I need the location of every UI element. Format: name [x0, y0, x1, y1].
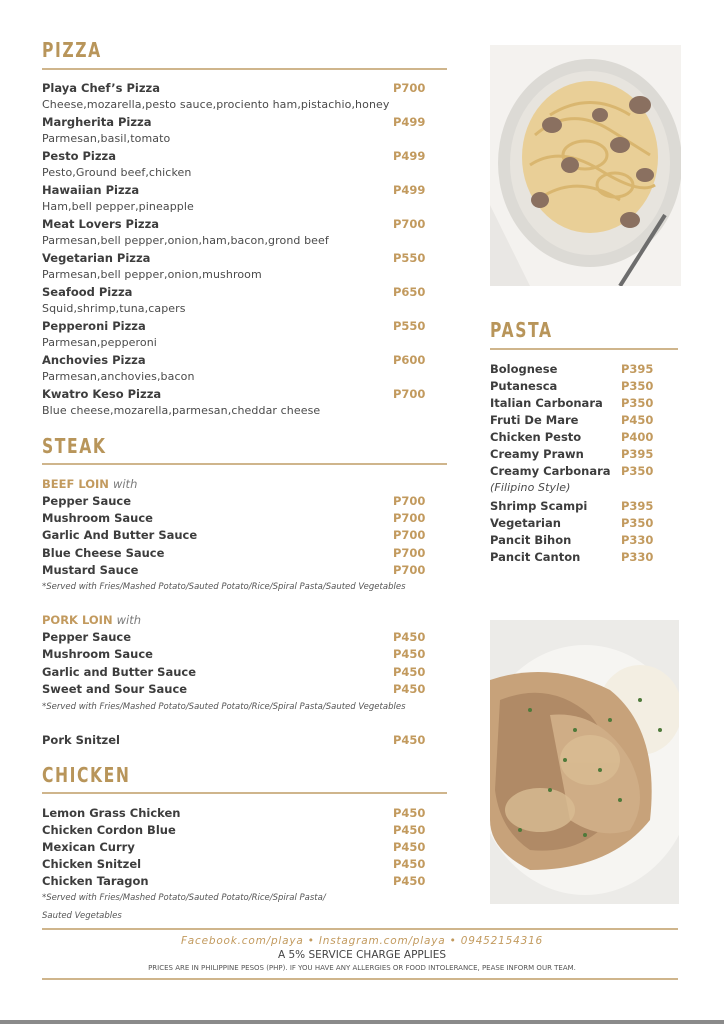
menu-item-name: Garlic and Butter Sauce [42, 665, 197, 679]
menu-item-name: Vegetarian [490, 516, 561, 530]
menu-item-price: P450 [393, 857, 426, 871]
menu-item-price: P450 [393, 682, 426, 696]
served-with-note: Sauted Vegetables [42, 911, 122, 921]
menu-item-name: Mushroom Sauce [42, 647, 153, 661]
menu-item-name: Putanesca [490, 379, 558, 393]
menu-item-name: Chicken Pesto [490, 430, 582, 444]
menu-item-name: Lemon Grass Chicken [42, 806, 181, 820]
menu-item-name: Pepper Sauce [42, 494, 132, 508]
menu-item-price: P450 [393, 874, 426, 888]
menu-item-name: Creamy Prawn [490, 447, 584, 461]
menu-item-price: P450 [393, 630, 426, 644]
divider [42, 463, 447, 465]
menu-item-price: P450 [393, 733, 426, 747]
menu-item-name: Pancit Canton [490, 550, 581, 564]
section-title-pizza: PIZZA [42, 38, 102, 62]
menu-item-price: P700 [393, 494, 426, 508]
menu-item-name: Pepperoni Pizza [42, 319, 146, 333]
menu-item-name: Pepper Sauce [42, 630, 132, 644]
menu-item-desc: Parmesan,basil,tomato [42, 132, 171, 145]
menu-item-price: P700 [393, 528, 426, 542]
menu-item-price: P350 [621, 516, 654, 530]
subheading-suffix: with [116, 613, 141, 627]
menu-item-price: P450 [393, 647, 426, 661]
menu-item-name: Pork Snitzel [42, 733, 120, 747]
menu-item-price: P450 [393, 806, 426, 820]
menu-item-name: Blue Cheese Sauce [42, 546, 165, 560]
footer-bottom-divider [42, 978, 678, 980]
menu-item-name: Creamy Carbonara [490, 464, 611, 478]
menu-item-price: P700 [393, 546, 426, 560]
menu-item-price: P700 [393, 511, 426, 525]
menu-item-price: P350 [621, 464, 654, 478]
served-with-note: *Served with Fries/Mashed Potato/Sauted Potato/Rice/Spiral Pasta/ [42, 893, 326, 903]
menu-item-price: P395 [621, 499, 654, 513]
menu-item-price: P400 [621, 430, 654, 444]
served-with-note: *Served with Fries/Mashed Potato/Sauted Potato/Rice/Spiral Pasta/Sauted Vegetables [42, 702, 406, 712]
subheading-pork-loin [42, 613, 141, 627]
menu-item-name: Playa Chef’s Pizza [42, 81, 160, 95]
menu-item-subtitle: (Filipino Style) [490, 481, 571, 494]
menu-item-price: P450 [393, 823, 426, 837]
menu-item-name: Pancit Bihon [490, 533, 572, 547]
subheading-label: PORK LOIN [42, 613, 113, 627]
menu-item-price: P330 [621, 550, 654, 564]
menu-item-desc: Parmesan,bell pepper,onion,mushroom [42, 268, 262, 281]
menu-item-price: P600 [393, 353, 426, 367]
menu-item-desc: Blue cheese,mozarella,parmesan,cheddar cheese [42, 404, 321, 417]
menu-item-price: P350 [621, 396, 654, 410]
menu-item-price: P499 [393, 183, 426, 197]
menu-item-desc: Parmesan,anchovies,bacon [42, 370, 195, 383]
menu-item-price: P700 [393, 563, 426, 577]
menu-item-price: P450 [621, 413, 654, 427]
menu-item-name: Margherita Pizza [42, 115, 152, 129]
menu-item-price: P499 [393, 115, 426, 129]
subheading-beef-loin [42, 477, 137, 491]
menu-item-name: Shrimp Scampi [490, 499, 588, 513]
allergy-disclaimer: PRICES ARE IN PHILIPPINE PESOS (PHP). IF YOU HAVE ANY ALLERGIES OR FOOD INTOLERANCE, PEASE INFORM OUR TEAM. [148, 964, 576, 972]
menu-item-name: Meat Lovers Pizza [42, 217, 160, 231]
menu-item-name: Mustard Sauce [42, 563, 139, 577]
divider [42, 792, 447, 794]
section-title-steak: STEAK [42, 434, 107, 458]
section-title-pasta: PASTA [490, 318, 553, 342]
menu-item-name: Bolognese [490, 362, 558, 376]
section-title-chicken: CHICKEN [42, 763, 131, 787]
menu-item-name: Garlic And Butter Sauce [42, 528, 198, 542]
menu-item-desc: Cheese,mozarella,pesto sauce,prociento ham,pistachio,honey [42, 98, 390, 111]
menu-item-price: P700 [393, 217, 426, 231]
pasta-dish-photo [490, 45, 681, 286]
pork-loin-gravy-photo [490, 620, 679, 904]
menu-item-name: Chicken Snitzel [42, 857, 142, 871]
menu-item-price: P650 [393, 285, 426, 299]
menu-item-name: Anchovies Pizza [42, 353, 146, 367]
social-contact-line: Facebook.com/playa • Instagram.com/playa • 09452154316 [180, 935, 544, 947]
menu-item-name: Hawaiian Pizza [42, 183, 140, 197]
menu-item-price: P350 [621, 379, 654, 393]
menu-item-desc: Pesto,Ground beef,chicken [42, 166, 192, 179]
menu-item-price: P330 [621, 533, 654, 547]
menu-item-price: P550 [393, 251, 426, 265]
service-charge-notice: A 5% SERVICE CHARGE APPLIES [277, 949, 447, 961]
menu-item-name: Chicken Cordon Blue [42, 823, 176, 837]
menu-item-price: P450 [393, 840, 426, 854]
menu-item-name: Kwatro Keso Pizza [42, 387, 162, 401]
page-bottom-edge [0, 1020, 724, 1024]
served-with-note: *Served with Fries/Mashed Potato/Sauted Potato/Rice/Spiral Pasta/Sauted Vegetables [42, 582, 406, 592]
menu-item-desc: Squid,shrimp,tuna,capers [42, 302, 186, 315]
menu-item-desc: Parmesan,pepperoni [42, 336, 157, 349]
divider [490, 348, 678, 350]
menu-item-desc: Parmesan,bell pepper,onion,ham,bacon,grond beef [42, 234, 329, 247]
menu-item-name: Chicken Taragon [42, 874, 149, 888]
menu-item-price: P395 [621, 362, 654, 376]
menu-item-name: Mushroom Sauce [42, 511, 153, 525]
divider [42, 68, 447, 70]
footer-top-divider [42, 928, 678, 930]
menu-item-name: Mexican Curry [42, 840, 135, 854]
menu-item-name: Fruti De Mare [490, 413, 579, 427]
subheading-label: BEEF LOIN [42, 477, 109, 491]
menu-item-price: P395 [621, 447, 654, 461]
menu-item-price: P700 [393, 387, 426, 401]
menu-item-price: P499 [393, 149, 426, 163]
menu-item-name: Sweet and Sour Sauce [42, 682, 188, 696]
menu-item-desc: Ham,bell pepper,pineapple [42, 200, 194, 213]
menu-item-name: Vegetarian Pizza [42, 251, 151, 265]
menu-item-name: Italian Carbonara [490, 396, 603, 410]
subheading-suffix: with [112, 477, 138, 491]
menu-item-price: P450 [393, 665, 426, 679]
menu-item-price: P700 [393, 81, 426, 95]
menu-item-name: Pesto Pizza [42, 149, 116, 163]
menu-item-name: Seafood Pizza [42, 285, 133, 299]
menu-item-price: P550 [393, 319, 426, 333]
